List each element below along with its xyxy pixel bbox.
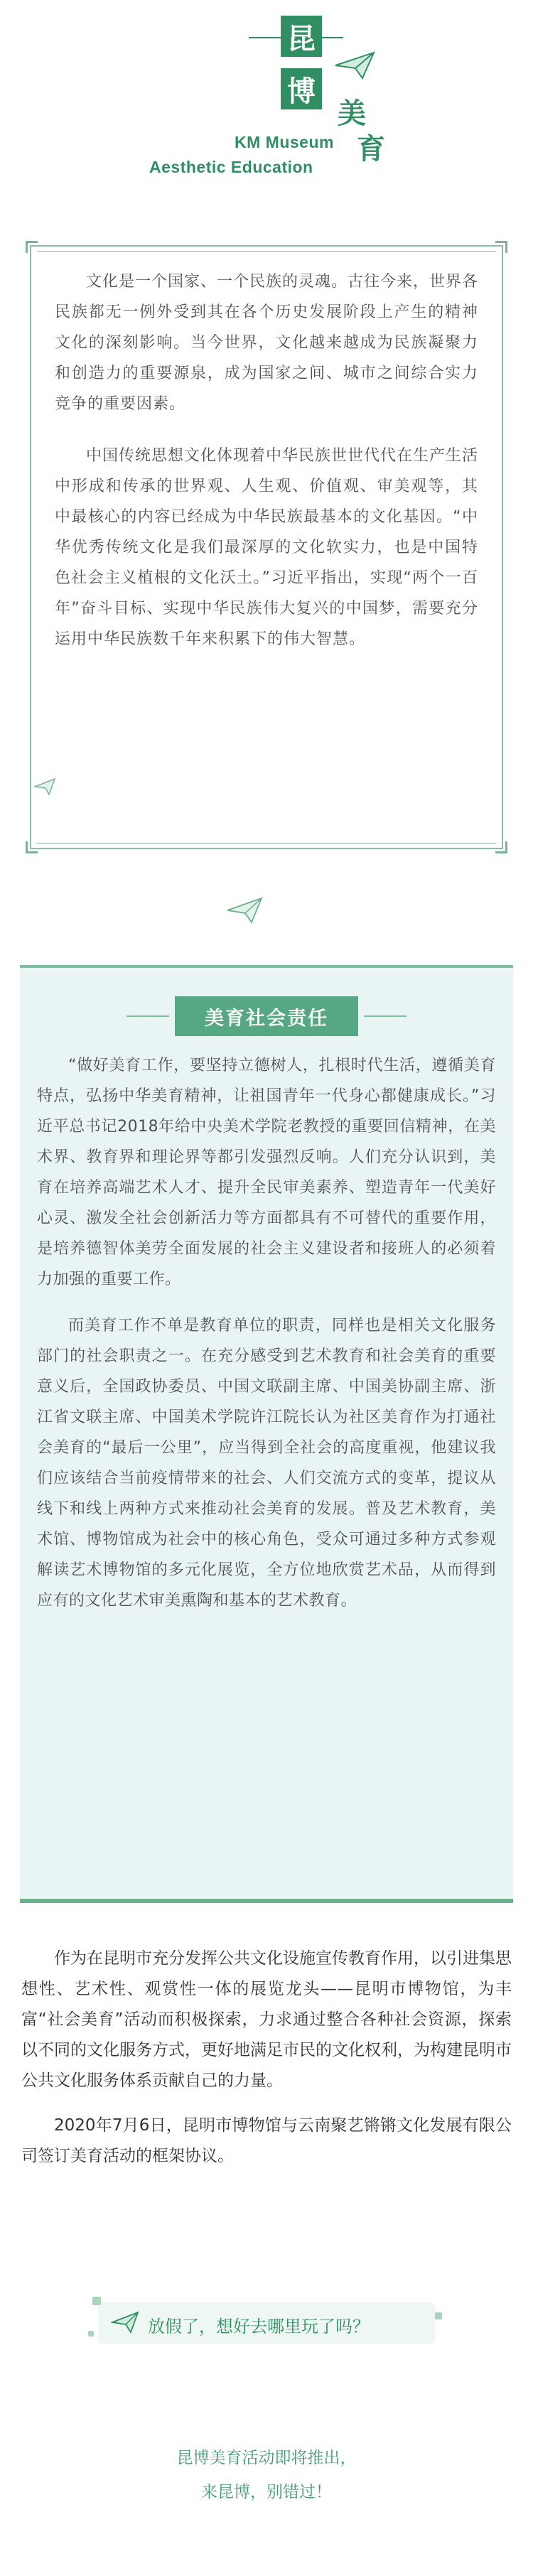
frame-bottom-line	[30, 848, 503, 849]
logo-char-yu: 育	[357, 132, 385, 166]
title-rule-left	[126, 1015, 169, 1017]
holiday-prompt-bubble	[98, 2302, 435, 2344]
bubble-dot-decoration	[88, 2331, 94, 2337]
paper-plane-icon	[334, 51, 375, 80]
footer-line-1: 昆博美育活动即将推出，	[176, 2449, 357, 2467]
intro-paragraph-2: 中国传统思想文化体现着中华民族世世代代在生产生活中形成和传承的世界观、人生观、价值观、审美观等，其中最核心的内容已经成为中华民族最基本的文化基因。“中华优秀传统文化是我们最深厚的文化软实力，也是中国特色社会主义植根的文化沃土。”习近平指出，实现“两个一百年”奋斗目标、实现中华民族伟大复兴的中国梦，需要充分运用中华民族数千年来积累下的伟大智慧。	[55, 447, 479, 648]
body-paragraph-1: 作为在昆明市充分发挥公共文化设施宣传教育作用，以引进集思想性、艺术性、观赏性一体的展览龙头——昆明市博物馆，为丰富“社会美育”活动而积极探索，力求通过整合各种社会资源，探索以不同的文化服务方式，更好地满足市民的文化权利，为构建昆明市公共文化服务体系贡献自己的力量。	[21, 1949, 512, 2090]
paper-plane-icon	[111, 2311, 139, 2334]
footer-line-2: 来昆博，别错过！	[201, 2483, 332, 2501]
bubble-text: 放假了，想好去哪里玩了吗？	[148, 2317, 370, 2337]
frame-corner-bl	[26, 841, 38, 853]
section-bottom-border	[20, 1899, 513, 1903]
intro-paragraph-1: 文化是一个国家、一个民族的灵魂。古往今来，世界各民族都无一例外受到其在各个历史发展阶段上产生的精神文化的深刻影响。当今世界，文化越来越成为民族凝聚力和创造力的重要源泉，成为国家之间、城市之间综合实力竞争的重要因素。	[55, 273, 479, 413]
km-museum-logo	[0, 0, 533, 185]
social-responsibility-section	[20, 965, 513, 1903]
bubble-dot-decoration	[435, 2312, 442, 2319]
article-body	[21, 1944, 512, 2186]
social-paragraph-2: 而美育工作不单是教育单位的职责，同样也是相关文化服务部门的社会职责之一。在充分感受到艺术教育和社会美育的重要意义后，全国政协委员、中国文联副主席、中国美协副主席、浙江省文联主席、中国美术学院许江院长认为社区美育作为打通社会美育的“最后一公里”，应当得到全社会的高度重视，他建议我们应该结合当前疫情带来的社会、人们交流方式的变革，提议从线下和线上两种方式来推动社会美育的发展。普及艺术教育，美术馆、博物馆成为社会中的核心角色，受众可通过多种方式参观解读艺术博物馆的多元化展览，全方位地欣赏艺术品，从而得到应有的文化艺术审美熏陶和基本的艺术教育。	[37, 1317, 496, 1610]
footer	[0, 2441, 533, 2509]
section-title: 美育社会责任	[175, 996, 358, 1036]
title-rule-right	[364, 1015, 407, 1017]
body-paragraph-2: 2020年7月6日，昆明市博物馆与云南聚艺锵锵文化发展有限公司签订美育活动的框架协议。	[21, 2116, 512, 2165]
paper-plane-small-icon	[34, 778, 55, 795]
logo-en-line1: KM Museum	[235, 133, 334, 151]
bubble-dot-decoration	[92, 2297, 101, 2305]
frame-top-inner-line	[37, 251, 496, 252]
frame-top-line	[30, 245, 503, 247]
paper-plane-icon	[226, 897, 263, 924]
frame-left-line	[30, 245, 31, 849]
intro-frame	[30, 245, 503, 849]
social-body	[37, 1050, 496, 1632]
frame-corner-tr	[495, 241, 507, 253]
section-top-border	[20, 965, 513, 968]
social-paragraph-1: “做好美育工作，要坚持立德树人，扎根时代生活，遵循美育特点，弘扬中华美育精神，让祖国青年一代身心都健康成长。”习近平总书记2018年给中央美术学院老教授的重要回信精神，在美术界、教育界和理论界等都引发强烈反响。人们充分认识到，美育在培养高端艺术人才、提升全民审美素养、塑造青年一代美好心灵、激发全社会创新活力等方面都具有不可替代的重要作用，是培养德智体美劳全面发展的社会主义建设者和接班人的必须着力加强的重要工作。	[37, 1057, 496, 1288]
logo-rule-left	[249, 37, 281, 38]
logo-char-kun: 昆	[281, 16, 322, 57]
intro-body	[55, 266, 478, 676]
frame-bottom-inner-line	[37, 843, 496, 844]
frame-corner-tl	[26, 241, 38, 253]
logo-char-bo: 博	[281, 68, 322, 109]
logo-char-mei: 美	[338, 97, 366, 130]
frame-right-line	[502, 245, 503, 849]
logo-en-line2: Aesthetic Education	[149, 158, 313, 176]
logo-rule-right	[322, 37, 343, 38]
frame-corner-br	[495, 841, 507, 853]
